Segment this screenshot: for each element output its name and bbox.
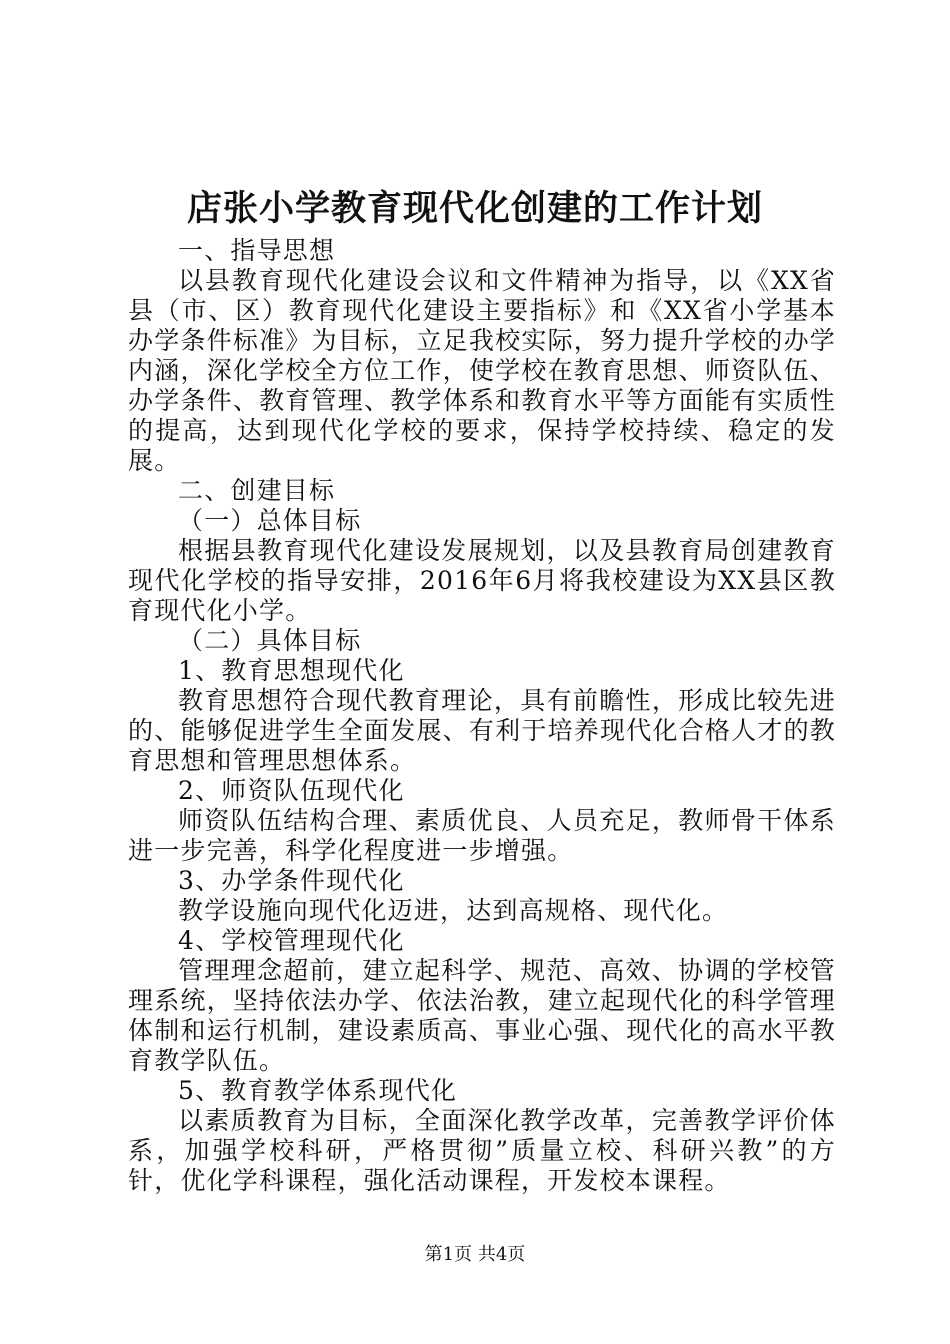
paragraph-overall-goal: 根据县教育现代化建设发展规划，以及县教育局创建教育现代化学校的指导安排，2016年6月将我校建设为XX县区教育现代化小学。 [128, 536, 836, 625]
subheading-specific-goals: （二）具体目标 [178, 626, 362, 655]
document-title: 店张小学教育现代化创建的工作计划 [186, 188, 763, 229]
section-heading-guiding-ideology: 一、指导思想 [178, 236, 336, 265]
item-heading-school-management: 4、学校管理现代化 [178, 926, 405, 955]
paragraph-guiding-ideology: 以县教育现代化建设会议和文件精神为指导，以《XX省县（市、区）教育现代化建设主要指标》和《XX省小学基本办学条件标准》为目标，立足我校实际，努力提升学校的办学内涵，深化学校全方位工作，使学校在教育思想、师资队伍、办学条件、教育管理、教学体系和教育水平等方面能有实质性的提高，达到现代化学校的要求，保持学校持续、稳定的发展。 [128, 266, 836, 475]
section-heading-goals: 二、创建目标 [178, 476, 336, 505]
item-heading-education-ideology: 1、教育思想现代化 [178, 656, 405, 685]
page-footer: 第1页 共4页 [424, 1244, 526, 1265]
paragraph-teaching-system: 以素质教育为目标，全面深化教学改革，完善教学评价体系，加强学校科研，严格贯彻”质量立校、科研兴教”的方针，优化学科课程，强化活动课程，开发校本课程。 [128, 1106, 836, 1195]
paragraph-school-conditions: 教学设施向现代化迈进，达到高规格、现代化。 [178, 896, 729, 925]
paragraph-school-management: 管理理念超前，建立起科学、规范、高效、协调的学校管理系统，坚持依法办学、依法治教，建立起现代化的科学管理体制和运行机制，建设素质高、事业心强、现代化的高水平教育教学队伍。 [128, 956, 836, 1075]
item-heading-teaching-system: 5、教育教学体系现代化 [178, 1076, 458, 1105]
document-body [128, 236, 836, 1196]
subheading-overall-goal: （一）总体目标 [178, 506, 362, 535]
item-heading-teacher-team: 2、师资队伍现代化 [178, 776, 405, 805]
item-heading-school-conditions: 3、办学条件现代化 [178, 866, 405, 895]
paragraph-education-ideology: 教育思想符合现代教育理论，具有前瞻性，形成比较先进的、能够促进学生全面发展、有利于培养现代化合格人才的教育思想和管理思想体系。 [128, 686, 836, 775]
paragraph-teacher-team: 师资队伍结构合理、素质优良、人员充足，教师骨干体系进一步完善，科学化程度进一步增强。 [128, 806, 836, 865]
